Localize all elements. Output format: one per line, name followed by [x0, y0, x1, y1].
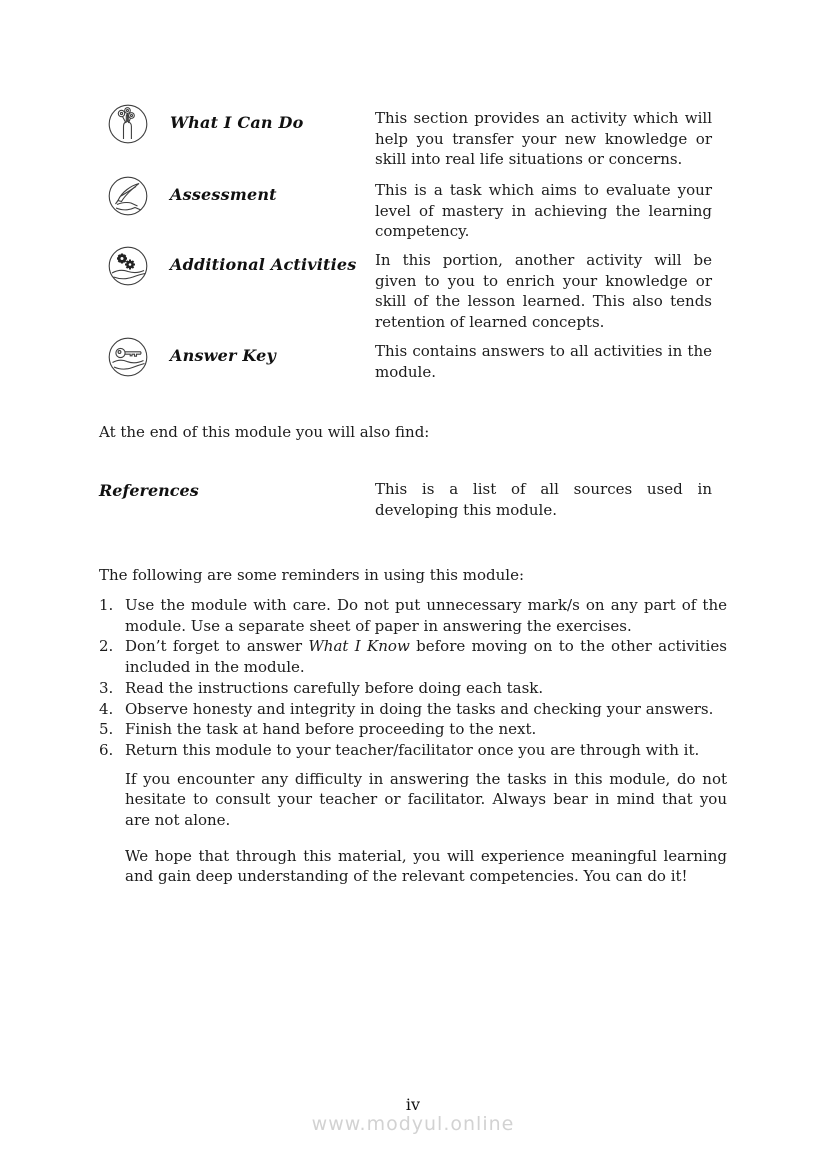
list-item-number: 2.	[99, 637, 114, 656]
list-item-text: Return this module to your teacher/facilitator once you are through with it.	[125, 740, 700, 759]
hand-writing-icon	[108, 176, 148, 216]
section-description: This section provides an activity which will help you transfer your new knowledge or skill into real life situations or concerns.	[375, 109, 712, 169]
at-end-note: At the end of this module you will also find:	[99, 423, 430, 441]
section-row-answer-key	[99, 337, 727, 422]
document-body	[99, 104, 727, 902]
list-item	[99, 699, 727, 720]
list-item	[99, 678, 727, 699]
references-row	[99, 479, 727, 521]
reminders-intro: The following are some reminders in using this module:	[99, 566, 524, 584]
list-item-number: 4.	[99, 699, 114, 718]
section-label: Assessment	[170, 185, 277, 204]
section-label: Answer Key	[170, 346, 277, 365]
list-item	[99, 740, 727, 761]
list-item-text-italic: What I Know	[308, 637, 410, 656]
list-item	[99, 595, 727, 636]
watermark-text: www.modyul.online	[311, 1113, 515, 1135]
section-label: Additional Activities	[170, 255, 357, 274]
closing-paragraph: We hope that through this material, you will experience meaningful learning and gain deep understanding of the relevant competencies. You can do it!	[125, 846, 727, 886]
list-item	[99, 719, 727, 740]
list-item-text: Finish the task at hand before proceeding to the next.	[125, 720, 537, 739]
section-row-additional-activities	[99, 246, 727, 337]
section-description: This contains answers to all activities in the module.	[375, 342, 712, 381]
list-item-number: 5.	[99, 720, 114, 739]
closing-paragraph: If you encounter any difficulty in answering the tasks in this module, do not hesitate to consult your teacher or facilitator. Always bear in mind that you are not alone.	[125, 769, 727, 830]
hand-with-flowers-icon	[108, 104, 148, 144]
section-label: What I Can Do	[170, 113, 304, 132]
list-item-number: 3.	[99, 678, 114, 697]
section-description: In this portion, another activity will be given to you to enrich your knowledge or skill of the lesson learned. This also tends retention of learned concepts.	[375, 251, 712, 332]
page-number: iv	[405, 1095, 421, 1114]
key-on-hand-icon	[108, 337, 148, 377]
references-label: References	[99, 481, 199, 500]
section-description: This is a task which aims to evaluate your level of mastery in achieving the learning competency.	[375, 181, 712, 241]
references-description: This is a list of all sources used in developing this module.	[375, 480, 712, 519]
list-item-text-pre: Don’t forget to answer	[125, 637, 309, 656]
list-item-text	[125, 636, 727, 677]
list-item-text: Observe honesty and integrity in doing the tasks and checking your answers.	[125, 699, 714, 718]
list-item-number: 6.	[99, 740, 114, 759]
section-row-assessment	[99, 176, 727, 246]
gears-on-hand-icon	[108, 246, 148, 286]
reminders-list	[99, 595, 727, 761]
list-item-text: Read the instructions carefully before doing each task.	[125, 678, 544, 697]
list-item-text-post: before moving on to the other activities included in the module.	[125, 637, 728, 677]
list-item-number: 1.	[99, 596, 114, 614]
list-item	[99, 636, 727, 677]
section-row-what-i-can-do	[99, 104, 727, 176]
list-item-text: Use the module with care. Do not put unnecessary mark/s on any part of the module. Use a separate sheet of paper in answering the exercises.	[125, 596, 727, 635]
